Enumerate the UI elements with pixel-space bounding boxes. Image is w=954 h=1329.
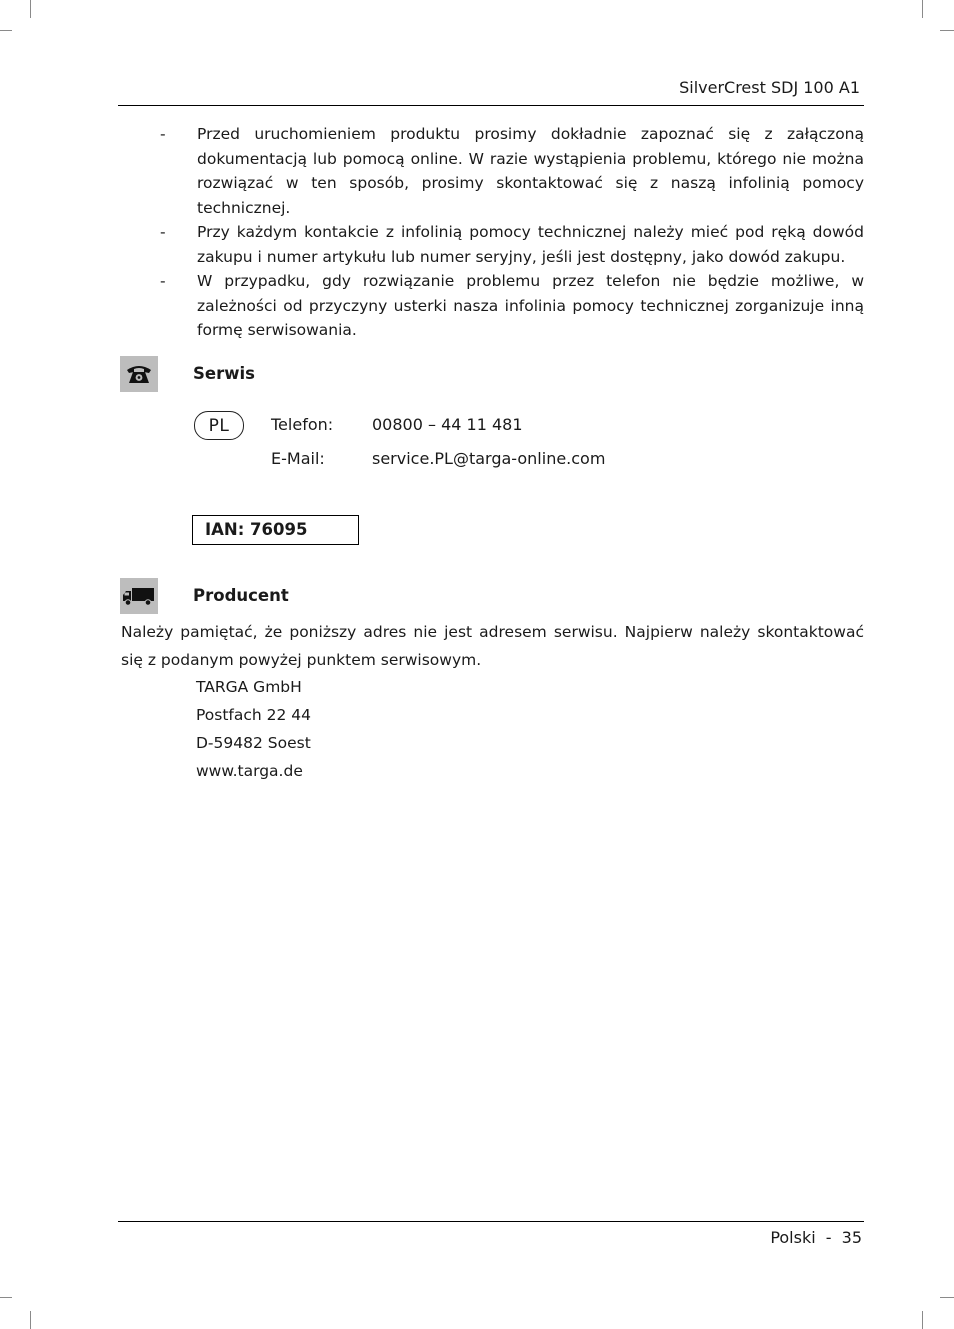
bullet-text: W przypadku, gdy rozwiązanie problemu przez telefon nie będzie możliwe, w zależności od przyczyny usterki nasza infolinia pomocy technicznej zorganizuje inną formę serwisowania. [197, 272, 864, 339]
footer-language: Polski [770, 1228, 816, 1247]
bullet-text: Przy każdym kontakcie z infolinią pomocy technicznej należy mieć pod ręką dowód zakupu i numer artykułu lub numer seryjny, jeśli jest dostępny, jako dowód zakupu. [197, 223, 864, 266]
address-line: D-59482 Soest [196, 734, 311, 752]
page-number: 35 [841, 1228, 862, 1247]
header-rule [118, 105, 864, 106]
phone-label: Telefon: [271, 415, 334, 434]
producer-heading: Producent [193, 586, 289, 605]
page-footer [770, 1228, 862, 1247]
website-link[interactable]: www.targa.de [196, 762, 303, 780]
list-item [160, 122, 864, 220]
crop-mark [30, 0, 31, 18]
producer-address [196, 673, 311, 785]
address-line: Postfach 22 44 [196, 706, 312, 724]
bullet-dash: - [160, 125, 166, 143]
page-header-title: SilverCrest SDJ 100 A1 [679, 78, 860, 97]
email-label: E-Mail: [271, 449, 325, 468]
crop-mark [940, 1297, 954, 1298]
bullet-text: Przed uruchomieniem produktu prosimy dokładnie zapoznać się z załączoną dokumentacją lub pomocą online. W razie wystąpienia problemu, którego nie można rozwiązać w ten sposób, prosimy skontaktować się z naszą infolinią pomocy technicznej. [197, 125, 864, 217]
crop-mark [940, 30, 954, 31]
country-badge: PL [194, 411, 244, 440]
service-heading: Serwis [193, 364, 255, 383]
crop-mark [0, 30, 12, 31]
address-line: TARGA GmbH [196, 678, 302, 696]
truck-icon [120, 578, 158, 614]
crop-mark [922, 0, 923, 18]
footer-separator: - [825, 1228, 832, 1247]
list-item [160, 269, 864, 343]
crop-mark [30, 1311, 31, 1329]
bullet-dash: - [160, 272, 166, 290]
bullet-list [160, 122, 864, 343]
ian-box: IAN: 76095 [192, 515, 359, 545]
phone-value: 00800 – 44 11 481 [372, 415, 523, 434]
crop-mark [0, 1297, 12, 1298]
footer-rule [118, 1221, 864, 1222]
email-value: service.PL@targa-online.com [372, 449, 606, 468]
crop-mark [922, 1311, 923, 1329]
telephone-icon [120, 356, 158, 392]
producer-note: Należy pamiętać, że poniższy adres nie jest adresem serwisu. Najpierw należy skontaktować się z podanym powyżej punktem serwisowym. [121, 623, 864, 669]
list-item [160, 220, 864, 269]
bullet-dash: - [160, 223, 166, 241]
